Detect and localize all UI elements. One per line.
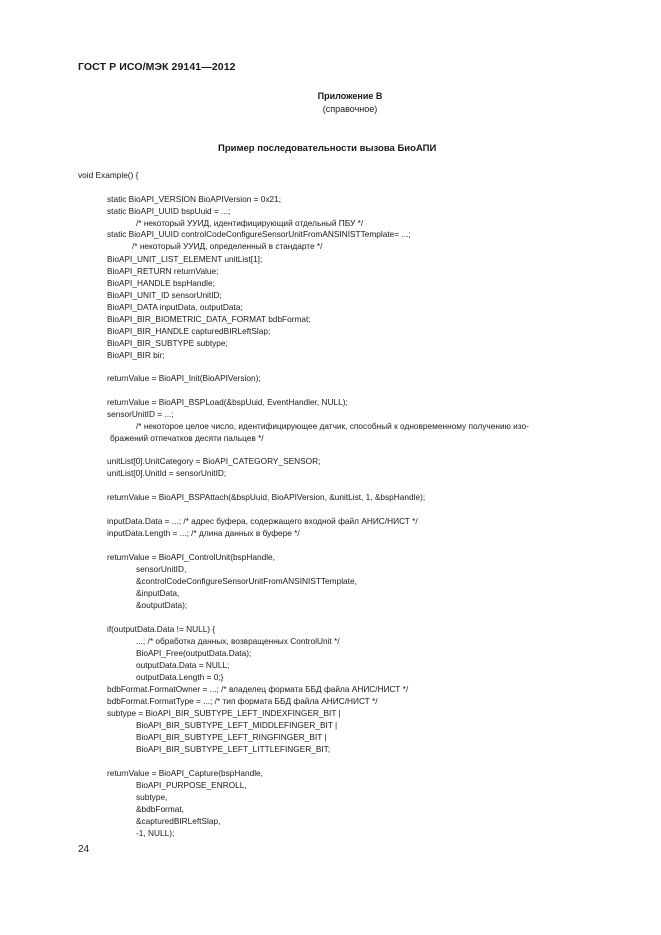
- code-line: unitList[0].UnitId = sensorUnitID;: [107, 468, 227, 478]
- code-line: sensorUnitID,: [136, 564, 187, 574]
- standard-designation: ГОСТ Р ИСО/МЭК 29141—2012: [78, 61, 236, 73]
- code-line: returnValue = BioAPI_BSPLoad(&bspUuid, EventHandler, NULL);: [107, 397, 348, 407]
- code-line: BioAPI_UNIT_ID sensorUnitID;: [107, 290, 222, 300]
- appendix-title: Приложение В: [317, 91, 383, 101]
- code-line: BioAPI_BIR_HANDLE capturedBIRLeftSlap;: [107, 326, 271, 336]
- code-line: BioAPI_RETURN returnValue;: [107, 266, 219, 276]
- code-line: if(outputData.Data != NULL) {: [107, 624, 216, 634]
- code-line: returnValue = BioAPI_ControlUnit(bspHandle,: [107, 552, 275, 562]
- code-line: ...; /* обработка данных, возвращенных ControlUnit */: [136, 636, 340, 646]
- code-line: static BioAPI_VERSION BioAPIVersion = 0x21;: [107, 194, 282, 204]
- code-line: BioAPI_PURPOSE_ENROLL,: [136, 780, 247, 790]
- code-line: bdbFormat.FormatOwner = ...; /* владелец формата ББД файла АНИС/НИСТ */: [107, 684, 409, 694]
- code-line: returnValue = BioAPI_Init(BioAPIVersion);: [107, 373, 261, 383]
- code-line: бражений отпечатков десяти пальцев */: [110, 433, 264, 443]
- code-line: subtype = BioAPI_BIR_SUBTYPE_LEFT_INDEXFINGER_BIT |: [107, 708, 341, 718]
- code-line: BioAPI_BIR_SUBTYPE_LEFT_RINGFINGER_BIT |: [136, 732, 327, 742]
- section-heading: Пример последовательности вызова БиоАПИ: [218, 143, 437, 154]
- code-line: inputData.Data = ...; /* адрес буфера, содержащего входной файл АНИС/НИСТ */: [107, 516, 418, 526]
- code-line: subtype,: [136, 792, 168, 802]
- code-line: BioAPI_DATA inputData, outputData;: [107, 302, 243, 312]
- code-line: outputData.Data = NULL;: [136, 660, 230, 670]
- code-line: &outputData);: [136, 600, 188, 610]
- code-line: -1, NULL);: [136, 828, 175, 838]
- code-line: static BioAPI_UUID controlCodeConfigureSensorUnitFromANSINISTTemplate= ...;: [107, 229, 411, 239]
- appendix-subtitle: (справочное): [322, 104, 378, 114]
- code-line: BioAPI_BIR bir;: [107, 350, 165, 360]
- code-line: returnValue = BioAPI_Capture(bspHandle,: [107, 768, 263, 778]
- code-line: /* некоторый УУИД, идентифицирующий отдельный ПБУ */: [136, 218, 364, 228]
- code-line: static BioAPI_UUID bspUuid = ...;: [107, 206, 231, 216]
- code-line: BioAPI_Free(outputData.Data);: [136, 648, 252, 658]
- code-line: &inputData,: [136, 588, 180, 598]
- code-line: BioAPI_BIR_SUBTYPE_LEFT_MIDDLEFINGER_BIT |: [136, 720, 338, 730]
- code-line: &bdbFormat,: [136, 804, 184, 814]
- code-line: outputData.Length = 0;}: [136, 672, 224, 682]
- code-line: BioAPI_BIR_SUBTYPE subtype;: [107, 338, 228, 348]
- code-line: inputData.Length = ...; /* длина данных в буфере */: [107, 528, 300, 538]
- code-line: /* некоторый УУИД, определенный в стандарте */: [132, 241, 323, 251]
- code-line: &controlCodeConfigureSensorUnitFromANSINISTTemplate,: [136, 576, 357, 586]
- code-line: &capturedBIRLeftSlap,: [136, 816, 221, 826]
- code-line: BioAPI_UNIT_LIST_ELEMENT unitList[1];: [107, 254, 263, 264]
- page-number: 24: [78, 844, 90, 855]
- code-line: /* некоторое целое число, идентифицирующее датчик, способный к одновременному получению изо-: [136, 421, 529, 431]
- code-line: void Example() {: [78, 170, 139, 180]
- code-line: returnValue = BioAPI_BSPAttach(&bspUuid, BioAPIVersion, &unitList, 1, &bspHandle);: [107, 492, 426, 502]
- code-line: unitList[0].UnitCategory = BioAPI_CATEGORY_SENSOR;: [107, 456, 321, 466]
- code-line: BioAPI_BIR_SUBTYPE_LEFT_LITTLEFINGER_BIT;: [136, 744, 331, 754]
- code-line: sensorUnitID = ...;: [107, 409, 174, 419]
- code-line: bdbFormat.FormatType = ...; /* тип формата ББД файла АНИС/НИСТ */: [107, 696, 378, 706]
- code-line: BioAPI_BIR_BIOMETRIC_DATA_FORMAT bdbFormat;: [107, 314, 311, 324]
- code-line: BioAPI_HANDLE bspHandle;: [107, 278, 215, 288]
